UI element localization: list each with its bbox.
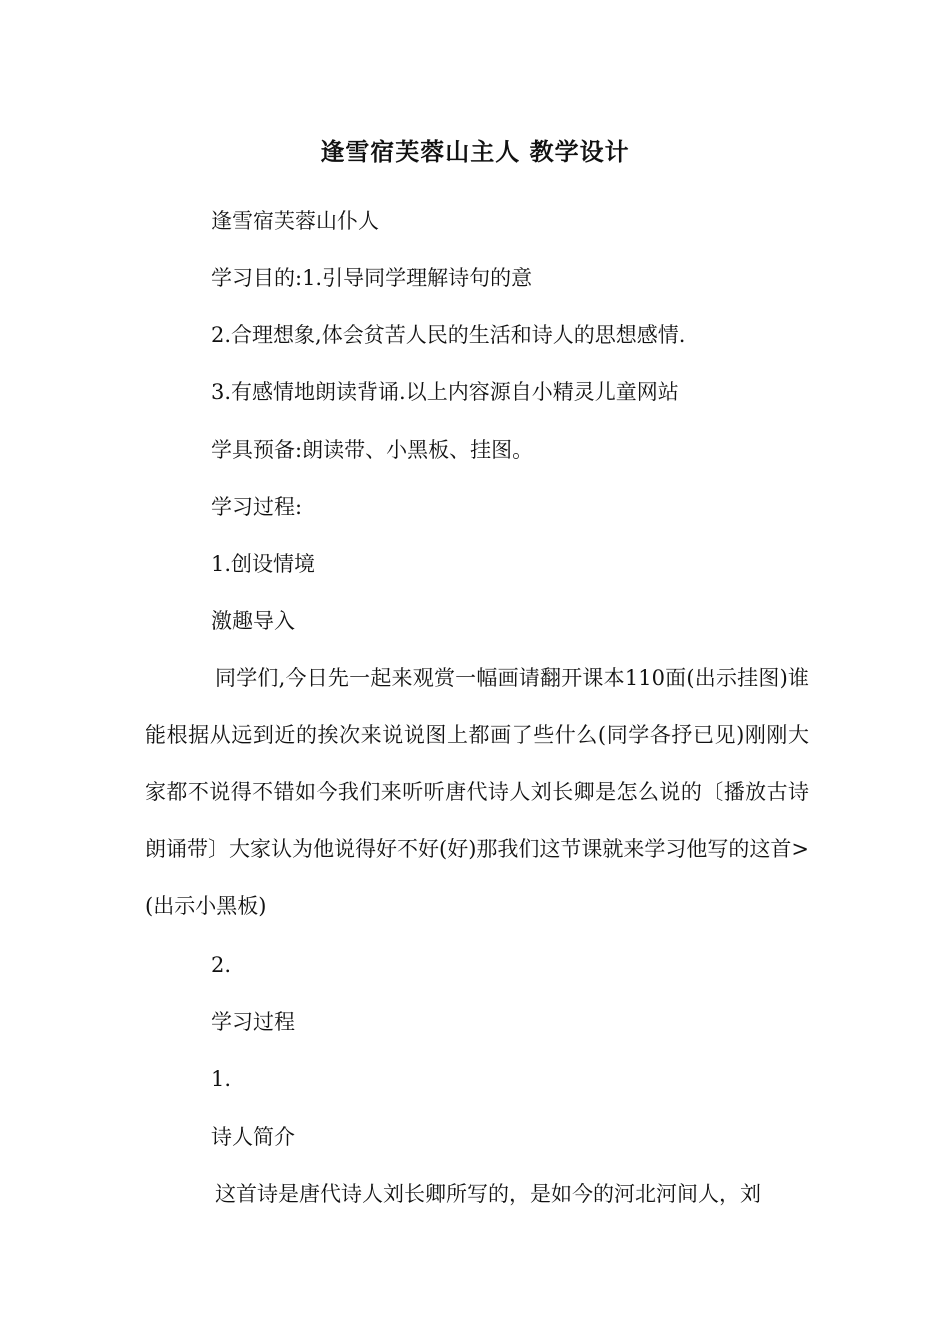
objective-line-1: 学习目的:1.引导同学理解诗句的意 xyxy=(211,266,533,290)
subtitle-line: 逢雪宿芙蓉山仆人 xyxy=(211,209,379,233)
process-heading: 学习过程: xyxy=(211,495,303,519)
materials-line: 学具预备:朗读带、小黑板、挂图。 xyxy=(211,438,534,462)
poet-intro-paragraph: 这首诗是唐代诗人刘长卿所写的，是如今的河北河间人，刘 xyxy=(215,1182,761,1206)
objective-line-3: 3.有感情地朗读背诵.以上内容源自小精灵儿童网站 xyxy=(211,380,679,404)
objective-line-2: 2.合理想象,体会贫苦人民的生活和诗人的思想感情. xyxy=(211,323,686,347)
poet-intro-heading: 诗人简介 xyxy=(211,1125,295,1149)
document-title: 逢雪宿芙蓉山主人 教学设计 xyxy=(320,137,630,166)
sub-step-1-number: 1. xyxy=(211,1067,232,1091)
step-1-heading: 1.创设情境 xyxy=(211,552,316,576)
step-1-subheading: 激趣导入 xyxy=(211,609,295,633)
step-2-number: 2. xyxy=(211,953,232,977)
process-heading-2: 学习过程 xyxy=(211,1010,295,1034)
intro-paragraph: 同学们,今日先一起来观赏一幅画请翻开课本110面(出示挂图)谁能根据从远到近的挨次来说说图上都画了些什么(同学各抒已见)刚刚大家都不说得不错如今我们来听听唐代诗人刘长卿是怎么说的〔播放古诗朗诵带〕大家认为他说得好不好(好)那我们这节课就来学习他写的这首>(出示小黑板) xyxy=(145,666,809,918)
